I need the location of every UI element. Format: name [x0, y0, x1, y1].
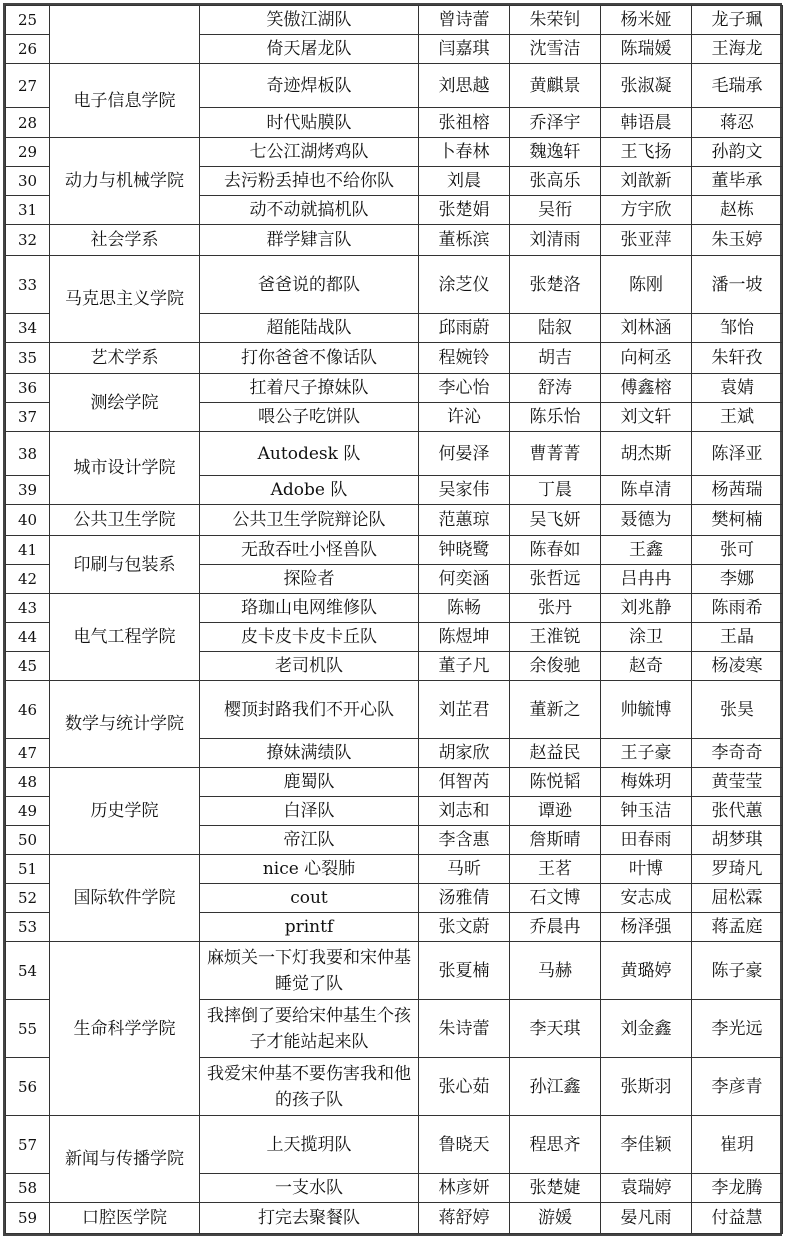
member-2-cell: 游媛	[510, 1203, 601, 1234]
member-1-cell: 刘思越	[419, 64, 510, 108]
team-name-cell: 无敌吞吐小怪兽队	[200, 536, 419, 565]
team-name-cell: 樱顶封路我们不开心队	[200, 681, 419, 739]
table-row	[6, 6, 783, 35]
member-3-cell: 刘歆新	[601, 167, 692, 196]
member-3-cell: 李佳颖	[601, 1116, 692, 1174]
member-4-cell: 邹怡	[692, 314, 783, 343]
team-name-cell: 一支水队	[200, 1174, 419, 1203]
team-name-cell: 喂公子吃饼队	[200, 403, 419, 432]
member-1-cell: 李含惠	[419, 826, 510, 855]
member-3-cell: 王鑫	[601, 536, 692, 565]
team-name-cell: 去污粉丢掉也不给你队	[200, 167, 419, 196]
team-name-cell: 扛着尺子撩妹队	[200, 374, 419, 403]
member-3-cell: 田春雨	[601, 826, 692, 855]
member-4-cell: 王斌	[692, 403, 783, 432]
member-4-cell: 王海龙	[692, 35, 783, 64]
team-name-cell: 群学肄言队	[200, 225, 419, 256]
member-1-cell: 董子凡	[419, 652, 510, 681]
row-number-cell: 53	[6, 913, 50, 942]
table-row	[6, 64, 783, 108]
member-1-cell: 朱诗蕾	[419, 1000, 510, 1058]
department-cell: 印刷与包装系	[50, 536, 200, 594]
table-row	[6, 138, 783, 167]
member-4-cell: 袁婧	[692, 374, 783, 403]
member-2-cell: 魏逸轩	[510, 138, 601, 167]
row-number-cell: 43	[6, 594, 50, 623]
member-2-cell: 石文博	[510, 884, 601, 913]
member-2-cell: 沈雪洁	[510, 35, 601, 64]
department-cell: 测绘学院	[50, 374, 200, 432]
member-4-cell: 杨茜瑞	[692, 476, 783, 505]
team-name-cell: 我爱宋仲基不要伤害我和他的孩子队	[200, 1058, 419, 1116]
table-row	[6, 536, 783, 565]
member-3-cell: 安志成	[601, 884, 692, 913]
row-number-cell: 30	[6, 167, 50, 196]
member-3-cell: 叶博	[601, 855, 692, 884]
member-3-cell: 赵奇	[601, 652, 692, 681]
member-4-cell: 朱轩孜	[692, 343, 783, 374]
member-1-cell: 李心怡	[419, 374, 510, 403]
member-4-cell: 毛瑞承	[692, 64, 783, 108]
row-number-cell: 54	[6, 942, 50, 1000]
department-cell: 口腔医学院	[50, 1203, 200, 1234]
member-4-cell: 王晶	[692, 623, 783, 652]
team-name-cell: 动不动就搞机队	[200, 196, 419, 225]
member-2-cell: 余俊驰	[510, 652, 601, 681]
member-2-cell: 黄麒景	[510, 64, 601, 108]
department-cell: 城市设计学院	[50, 432, 200, 505]
member-1-cell: 张楚娟	[419, 196, 510, 225]
member-2-cell: 丁晨	[510, 476, 601, 505]
row-number-cell: 26	[6, 35, 50, 64]
member-3-cell: 王飞扬	[601, 138, 692, 167]
member-2-cell: 张楚洛	[510, 256, 601, 314]
member-4-cell: 赵栋	[692, 196, 783, 225]
member-2-cell: 王淮锐	[510, 623, 601, 652]
member-1-cell: 邱雨蔚	[419, 314, 510, 343]
member-2-cell: 詹斯晴	[510, 826, 601, 855]
row-number-cell: 40	[6, 505, 50, 536]
team-name-cell: 上天揽玥队	[200, 1116, 419, 1174]
department-cell	[50, 6, 200, 64]
row-number-cell: 37	[6, 403, 50, 432]
table-row	[6, 432, 783, 476]
member-1-cell: 曾诗蕾	[419, 6, 510, 35]
team-name-cell: 打完去聚餐队	[200, 1203, 419, 1234]
row-number-cell: 55	[6, 1000, 50, 1058]
member-2-cell: 谭逊	[510, 797, 601, 826]
member-3-cell: 吕冉冉	[601, 565, 692, 594]
department-cell: 马克思主义学院	[50, 256, 200, 343]
table-row	[6, 343, 783, 374]
member-4-cell: 陈泽亚	[692, 432, 783, 476]
row-number-cell: 25	[6, 6, 50, 35]
department-cell: 数学与统计学院	[50, 681, 200, 768]
member-3-cell: 黄璐婷	[601, 942, 692, 1000]
member-2-cell: 李天琪	[510, 1000, 601, 1058]
team-name-cell: 鹿蜀队	[200, 768, 419, 797]
member-2-cell: 陆叙	[510, 314, 601, 343]
member-1-cell: 刘芷君	[419, 681, 510, 739]
member-3-cell: 晏凡雨	[601, 1203, 692, 1234]
member-3-cell: 涂卫	[601, 623, 692, 652]
member-4-cell: 朱玉婷	[692, 225, 783, 256]
member-4-cell: 孙韵文	[692, 138, 783, 167]
member-2-cell: 董新之	[510, 681, 601, 739]
member-3-cell: 陈瑞媛	[601, 35, 692, 64]
member-2-cell: 马赫	[510, 942, 601, 1000]
member-4-cell: 李彦青	[692, 1058, 783, 1116]
member-1-cell: 张夏楠	[419, 942, 510, 1000]
team-name-cell: 皮卡皮卡皮卡丘队	[200, 623, 419, 652]
member-4-cell: 杨凌寒	[692, 652, 783, 681]
member-2-cell: 赵益民	[510, 739, 601, 768]
member-4-cell: 崔玥	[692, 1116, 783, 1174]
row-number-cell: 31	[6, 196, 50, 225]
member-2-cell: 程思齐	[510, 1116, 601, 1174]
member-4-cell: 屈松霖	[692, 884, 783, 913]
member-4-cell: 龙子珮	[692, 6, 783, 35]
member-1-cell: 林彦妍	[419, 1174, 510, 1203]
team-name-cell: 倚天屠龙队	[200, 35, 419, 64]
row-number-cell: 48	[6, 768, 50, 797]
row-number-cell: 51	[6, 855, 50, 884]
member-2-cell: 陈悦韬	[510, 768, 601, 797]
member-2-cell: 刘清雨	[510, 225, 601, 256]
member-1-cell: 许沁	[419, 403, 510, 432]
member-4-cell: 李龙腾	[692, 1174, 783, 1203]
member-3-cell: 方宇欣	[601, 196, 692, 225]
member-1-cell: 陈畅	[419, 594, 510, 623]
table-row	[6, 681, 783, 739]
table-row	[6, 256, 783, 314]
member-4-cell: 黄莹莹	[692, 768, 783, 797]
team-name-cell: 奇迹焊板队	[200, 64, 419, 108]
member-1-cell: 刘晨	[419, 167, 510, 196]
team-name-cell: Adobe 队	[200, 476, 419, 505]
table-row	[6, 1203, 783, 1234]
member-2-cell: 吴衎	[510, 196, 601, 225]
row-number-cell: 57	[6, 1116, 50, 1174]
member-3-cell: 胡杰斯	[601, 432, 692, 476]
member-2-cell: 舒涛	[510, 374, 601, 403]
team-name-cell: 珞珈山电网维修队	[200, 594, 419, 623]
member-2-cell: 陈春如	[510, 536, 601, 565]
member-3-cell: 刘文轩	[601, 403, 692, 432]
team-name-cell: 爸爸说的都队	[200, 256, 419, 314]
row-number-cell: 38	[6, 432, 50, 476]
table-row	[6, 1116, 783, 1174]
row-number-cell: 47	[6, 739, 50, 768]
table-row	[6, 594, 783, 623]
member-1-cell: 何晏泽	[419, 432, 510, 476]
department-cell: 电子信息学院	[50, 64, 200, 138]
row-number-cell: 44	[6, 623, 50, 652]
table-row	[6, 942, 783, 1000]
member-1-cell: 刘志和	[419, 797, 510, 826]
member-4-cell: 蒋孟庭	[692, 913, 783, 942]
member-4-cell: 付益慧	[692, 1203, 783, 1234]
team-name-cell: 探险者	[200, 565, 419, 594]
row-number-cell: 52	[6, 884, 50, 913]
department-cell: 新闻与传播学院	[50, 1116, 200, 1203]
member-1-cell: 蒋舒婷	[419, 1203, 510, 1234]
row-number-cell: 32	[6, 225, 50, 256]
member-3-cell: 韩语晨	[601, 108, 692, 138]
member-1-cell: 马昕	[419, 855, 510, 884]
member-1-cell: 闫嘉琪	[419, 35, 510, 64]
member-1-cell: 张心茹	[419, 1058, 510, 1116]
member-1-cell: 张祖榕	[419, 108, 510, 138]
table-row	[6, 505, 783, 536]
row-number-cell: 49	[6, 797, 50, 826]
department-cell: 电气工程学院	[50, 594, 200, 681]
member-2-cell: 吴飞妍	[510, 505, 601, 536]
member-4-cell: 张可	[692, 536, 783, 565]
row-number-cell: 33	[6, 256, 50, 314]
team-roster-table	[5, 5, 783, 1234]
team-name-cell: Autodesk 队	[200, 432, 419, 476]
member-2-cell: 乔泽宇	[510, 108, 601, 138]
table-row	[6, 855, 783, 884]
table-row	[6, 768, 783, 797]
member-2-cell: 曹菁菁	[510, 432, 601, 476]
member-2-cell: 胡吉	[510, 343, 601, 374]
team-name-cell: 撩妹满绩队	[200, 739, 419, 768]
row-number-cell: 28	[6, 108, 50, 138]
member-1-cell: 鲁晓天	[419, 1116, 510, 1174]
table-row	[6, 225, 783, 256]
team-name-cell: 公共卫生学院辩论队	[200, 505, 419, 536]
department-cell: 历史学院	[50, 768, 200, 855]
team-name-cell: 打你爸爸不像话队	[200, 343, 419, 374]
member-3-cell: 刘金鑫	[601, 1000, 692, 1058]
team-name-cell: cout	[200, 884, 419, 913]
member-4-cell: 李奇奇	[692, 739, 783, 768]
member-2-cell: 王茗	[510, 855, 601, 884]
member-1-cell: 佴智芮	[419, 768, 510, 797]
row-number-cell: 46	[6, 681, 50, 739]
member-3-cell: 帅毓博	[601, 681, 692, 739]
team-name-cell: 时代贴膜队	[200, 108, 419, 138]
row-number-cell: 34	[6, 314, 50, 343]
row-number-cell: 45	[6, 652, 50, 681]
member-2-cell: 朱荣钊	[510, 6, 601, 35]
team-name-cell: 白泽队	[200, 797, 419, 826]
team-name-cell: 超能陆战队	[200, 314, 419, 343]
row-number-cell: 58	[6, 1174, 50, 1203]
member-4-cell: 李光远	[692, 1000, 783, 1058]
row-number-cell: 59	[6, 1203, 50, 1234]
member-4-cell: 樊柯楠	[692, 505, 783, 536]
member-3-cell: 袁瑞婷	[601, 1174, 692, 1203]
row-number-cell: 29	[6, 138, 50, 167]
member-1-cell: 钟晓鹭	[419, 536, 510, 565]
team-name-cell: nice 心裂肺	[200, 855, 419, 884]
member-1-cell: 胡家欣	[419, 739, 510, 768]
team-name-cell: 七公江湖烤鸡队	[200, 138, 419, 167]
member-3-cell: 陈刚	[601, 256, 692, 314]
member-1-cell: 卜春林	[419, 138, 510, 167]
member-4-cell: 蒋忍	[692, 108, 783, 138]
member-1-cell: 汤雅倩	[419, 884, 510, 913]
member-1-cell: 何奕涵	[419, 565, 510, 594]
department-cell: 生命科学学院	[50, 942, 200, 1116]
team-name-cell: 帝江队	[200, 826, 419, 855]
member-4-cell: 潘一坡	[692, 256, 783, 314]
member-1-cell: 吴家伟	[419, 476, 510, 505]
member-3-cell: 向柯丞	[601, 343, 692, 374]
team-name-cell: 我摔倒了要给宋仲基生个孩子才能站起来队	[200, 1000, 419, 1058]
member-2-cell: 孙江鑫	[510, 1058, 601, 1116]
row-number-cell: 39	[6, 476, 50, 505]
member-3-cell: 梅姝玥	[601, 768, 692, 797]
department-cell: 公共卫生学院	[50, 505, 200, 536]
member-2-cell: 张丹	[510, 594, 601, 623]
team-name-cell: 笑傲江湖队	[200, 6, 419, 35]
member-1-cell: 涂芝仪	[419, 256, 510, 314]
row-number-cell: 36	[6, 374, 50, 403]
member-3-cell: 杨泽强	[601, 913, 692, 942]
member-3-cell: 杨米娅	[601, 6, 692, 35]
team-name-cell: 老司机队	[200, 652, 419, 681]
member-3-cell: 张亚萍	[601, 225, 692, 256]
row-number-cell: 27	[6, 64, 50, 108]
row-number-cell: 35	[6, 343, 50, 374]
row-number-cell: 41	[6, 536, 50, 565]
row-number-cell: 42	[6, 565, 50, 594]
member-4-cell: 陈雨希	[692, 594, 783, 623]
member-1-cell: 董栎滨	[419, 225, 510, 256]
member-3-cell: 傅鑫榕	[601, 374, 692, 403]
member-3-cell: 聂德为	[601, 505, 692, 536]
row-number-cell: 50	[6, 826, 50, 855]
member-3-cell: 张淑凝	[601, 64, 692, 108]
table-row	[6, 374, 783, 403]
department-cell: 动力与机械学院	[50, 138, 200, 225]
member-4-cell: 陈子豪	[692, 942, 783, 1000]
member-4-cell: 罗琦凡	[692, 855, 783, 884]
member-3-cell: 陈卓清	[601, 476, 692, 505]
member-2-cell: 张高乐	[510, 167, 601, 196]
member-2-cell: 陈乐怡	[510, 403, 601, 432]
member-2-cell: 张哲远	[510, 565, 601, 594]
department-cell: 艺术学系	[50, 343, 200, 374]
member-4-cell: 李娜	[692, 565, 783, 594]
team-name-cell: 麻烦关一下灯我要和宋仲基睡觉了队	[200, 942, 419, 1000]
table-body	[6, 6, 783, 1234]
member-3-cell: 钟玉洁	[601, 797, 692, 826]
member-3-cell: 王子豪	[601, 739, 692, 768]
team-name-cell: printf	[200, 913, 419, 942]
member-2-cell: 张楚婕	[510, 1174, 601, 1203]
department-cell: 国际软件学院	[50, 855, 200, 942]
member-3-cell: 张斯羽	[601, 1058, 692, 1116]
member-2-cell: 乔晨冉	[510, 913, 601, 942]
member-3-cell: 刘兆静	[601, 594, 692, 623]
member-1-cell: 张文蔚	[419, 913, 510, 942]
member-4-cell: 胡梦琪	[692, 826, 783, 855]
member-1-cell: 陈煜坤	[419, 623, 510, 652]
row-number-cell: 56	[6, 1058, 50, 1116]
member-1-cell: 范蕙琼	[419, 505, 510, 536]
member-4-cell: 张代蕙	[692, 797, 783, 826]
member-4-cell: 董毕承	[692, 167, 783, 196]
member-1-cell: 程婉铃	[419, 343, 510, 374]
department-cell: 社会学系	[50, 225, 200, 256]
member-4-cell: 张昊	[692, 681, 783, 739]
member-3-cell: 刘林涵	[601, 314, 692, 343]
